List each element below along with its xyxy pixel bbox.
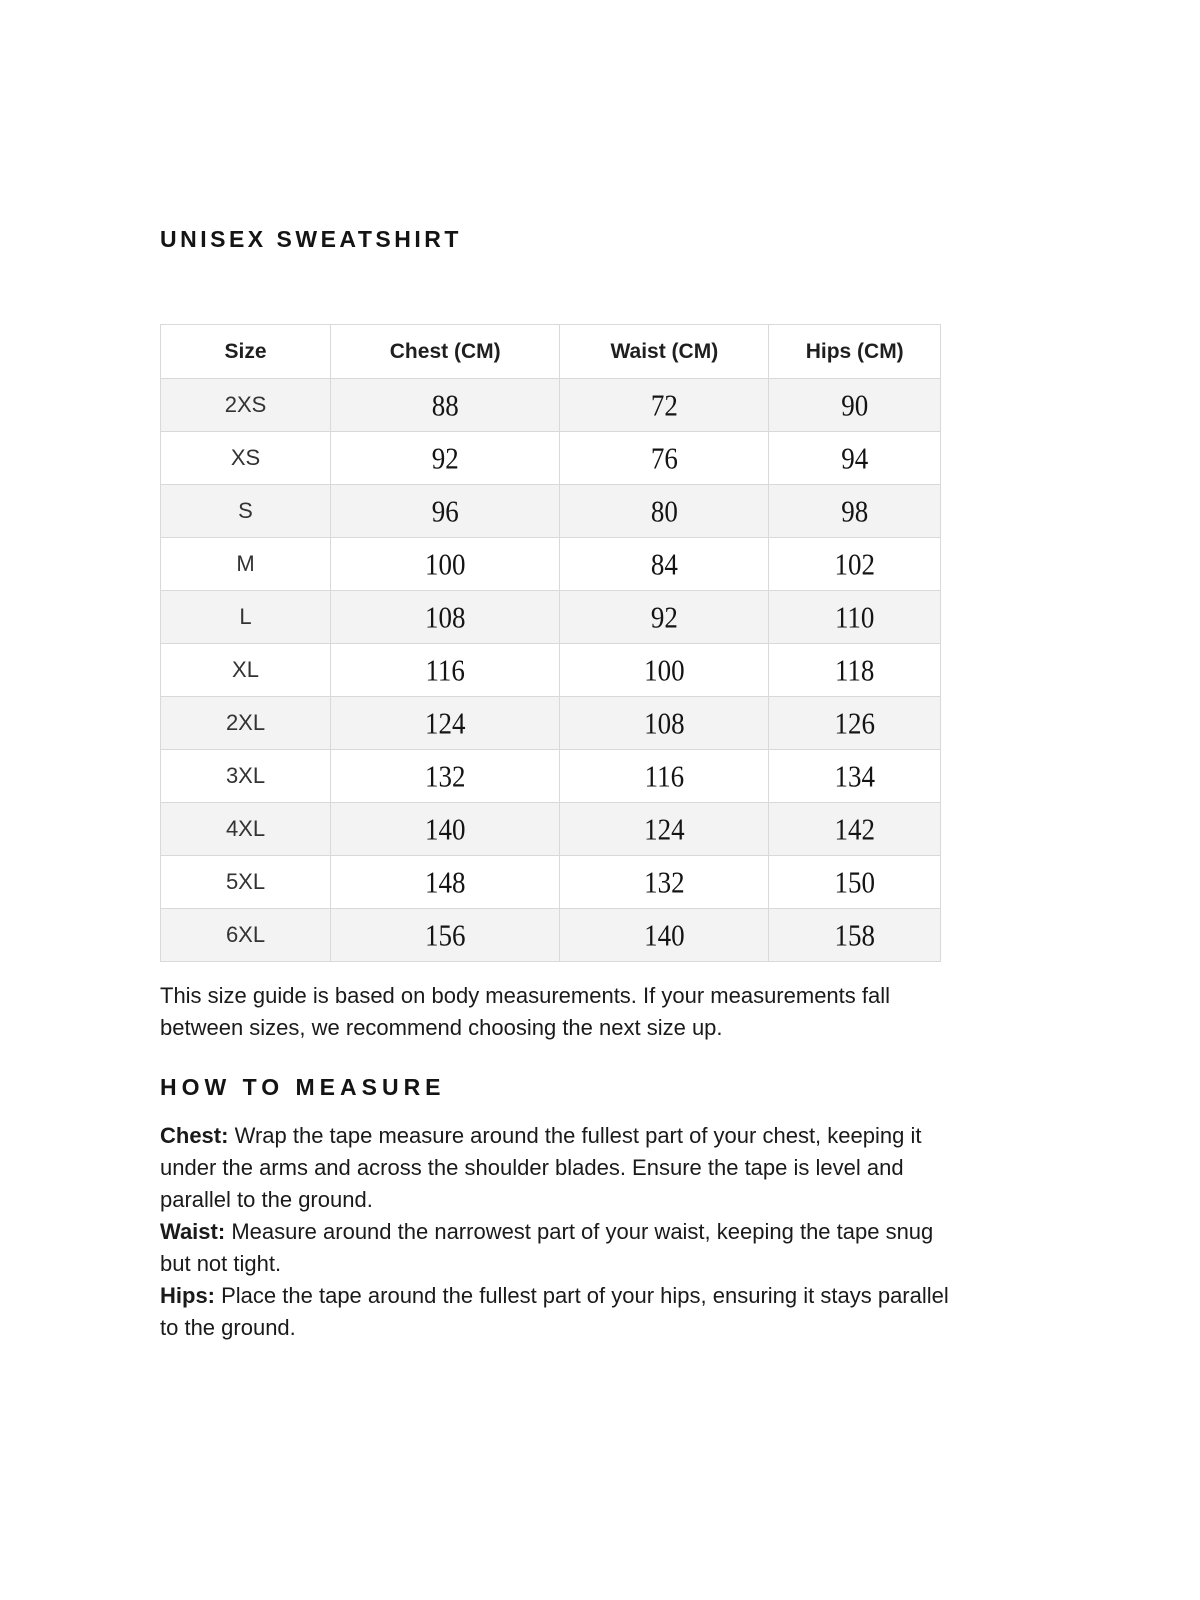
chest-value: 88 bbox=[431, 387, 459, 422]
size-value: 4XL bbox=[225, 816, 266, 841]
waist-cell bbox=[560, 803, 769, 856]
chest-value: 124 bbox=[424, 705, 466, 740]
size-value: S bbox=[238, 498, 253, 523]
chest-cell bbox=[331, 803, 560, 856]
measure-label-hips: Hips: bbox=[160, 1283, 215, 1308]
measure-line: to the ground. bbox=[160, 1315, 296, 1340]
measure-text: Place the tape around the fullest part of your hips, ensuring it stays parallel bbox=[221, 1283, 949, 1308]
chest-cell bbox=[331, 591, 560, 644]
waist-cell bbox=[560, 432, 769, 485]
size-cell bbox=[161, 538, 331, 591]
size-guide-content bbox=[160, 226, 1080, 1344]
size-note-line: between sizes, we recommend choosing the next size up. bbox=[160, 1015, 723, 1040]
chest-cell bbox=[331, 644, 560, 697]
measure-label-chest: Chest: bbox=[160, 1123, 229, 1148]
chest-value: 108 bbox=[424, 599, 466, 634]
measure-line: under the arms and across the shoulder blades. Ensure the tape is level and bbox=[160, 1155, 904, 1180]
hips-cell bbox=[769, 538, 941, 591]
hips-value: 134 bbox=[834, 758, 875, 793]
size-value: 3XL bbox=[225, 763, 266, 788]
waist-value: 76 bbox=[650, 440, 678, 475]
chest-cell bbox=[331, 485, 560, 538]
size-value: L bbox=[239, 604, 252, 629]
waist-cell bbox=[560, 644, 769, 697]
size-note-line: This size guide is based on body measurements. If your measurements fall bbox=[160, 983, 891, 1008]
chest-cell bbox=[331, 432, 560, 485]
size-table bbox=[160, 324, 941, 962]
waist-value: 84 bbox=[650, 546, 678, 581]
size-cell bbox=[161, 697, 331, 750]
hips-cell bbox=[769, 697, 941, 750]
chest-value: 140 bbox=[424, 811, 466, 846]
table-row bbox=[161, 591, 941, 644]
hips-cell bbox=[769, 909, 941, 962]
hips-value: 94 bbox=[841, 440, 869, 475]
chest-cell bbox=[331, 379, 560, 432]
waist-cell bbox=[560, 856, 769, 909]
chest-cell bbox=[331, 697, 560, 750]
header-cell-size: Size bbox=[161, 325, 331, 379]
waist-cell bbox=[560, 538, 769, 591]
chest-value: 116 bbox=[425, 652, 465, 687]
hips-value: 118 bbox=[834, 652, 875, 687]
waist-cell bbox=[560, 485, 769, 538]
hips-value: 158 bbox=[834, 917, 875, 952]
size-cell bbox=[161, 379, 331, 432]
waist-value: 92 bbox=[650, 599, 678, 634]
waist-value: 116 bbox=[644, 758, 685, 793]
table-row bbox=[161, 379, 941, 432]
table-row bbox=[161, 538, 941, 591]
waist-value: 140 bbox=[644, 917, 685, 952]
hips-cell bbox=[769, 591, 941, 644]
table-row bbox=[161, 750, 941, 803]
waist-value: 80 bbox=[650, 493, 678, 528]
waist-value: 132 bbox=[644, 864, 685, 899]
measure-text: Measure around the narrowest part of your waist, keeping the tape snug bbox=[231, 1219, 934, 1244]
size-cell bbox=[161, 591, 331, 644]
chest-value: 96 bbox=[431, 493, 459, 528]
chest-value: 100 bbox=[424, 546, 466, 581]
hips-cell bbox=[769, 432, 941, 485]
hips-cell bbox=[769, 803, 941, 856]
chest-value: 132 bbox=[424, 758, 466, 793]
hips-cell bbox=[769, 485, 941, 538]
chest-cell bbox=[331, 856, 560, 909]
waist-cell bbox=[560, 909, 769, 962]
waist-value: 108 bbox=[644, 705, 685, 740]
measure-item-hips bbox=[160, 1280, 1080, 1344]
chest-value: 156 bbox=[424, 917, 466, 952]
how-to-measure-heading: HOW TO MEASURE bbox=[160, 1074, 446, 1100]
waist-value: 72 bbox=[650, 387, 678, 422]
waist-value: 100 bbox=[644, 652, 685, 687]
size-value: XS bbox=[230, 445, 261, 470]
measure-line bbox=[160, 1280, 1080, 1312]
chest-cell bbox=[331, 909, 560, 962]
size-value: 2XL bbox=[225, 710, 266, 735]
table-row bbox=[161, 697, 941, 750]
table-row bbox=[161, 856, 941, 909]
table-row bbox=[161, 644, 941, 697]
hips-value: 90 bbox=[841, 387, 869, 422]
table-row bbox=[161, 485, 941, 538]
size-note bbox=[160, 980, 1080, 1044]
chest-value: 92 bbox=[431, 440, 459, 475]
size-cell bbox=[161, 856, 331, 909]
table-header-row bbox=[161, 325, 941, 379]
measure-instructions bbox=[160, 1120, 1080, 1344]
chest-cell bbox=[331, 538, 560, 591]
waist-cell bbox=[560, 591, 769, 644]
measure-line: parallel to the ground. bbox=[160, 1187, 373, 1212]
header-cell-waist: Waist (CM) bbox=[560, 325, 769, 379]
size-cell bbox=[161, 803, 331, 856]
measure-line bbox=[160, 1216, 1080, 1248]
size-value: XL bbox=[232, 657, 259, 682]
waist-cell bbox=[560, 697, 769, 750]
size-cell bbox=[161, 750, 331, 803]
size-value: M bbox=[236, 551, 255, 576]
waist-cell bbox=[560, 750, 769, 803]
hips-cell bbox=[769, 750, 941, 803]
measure-label-waist: Waist: bbox=[160, 1219, 226, 1244]
hips-cell bbox=[769, 644, 941, 697]
size-value: 6XL bbox=[225, 922, 266, 947]
size-value: 5XL bbox=[225, 869, 266, 894]
measure-line: but not tight. bbox=[160, 1251, 282, 1276]
size-cell bbox=[161, 909, 331, 962]
size-cell bbox=[161, 432, 331, 485]
measure-item-chest bbox=[160, 1120, 1080, 1216]
hips-value: 126 bbox=[834, 705, 875, 740]
hips-cell bbox=[769, 856, 941, 909]
hips-value: 110 bbox=[834, 599, 875, 634]
measure-text: Wrap the tape measure around the fullest part of your chest, keeping it bbox=[234, 1123, 922, 1148]
table-row bbox=[161, 432, 941, 485]
measure-line bbox=[160, 1120, 1080, 1152]
size-value: 2XS bbox=[224, 392, 267, 417]
page-title: UNISEX SWEATSHIRT bbox=[160, 226, 462, 252]
waist-value: 124 bbox=[644, 811, 685, 846]
table-row bbox=[161, 803, 941, 856]
waist-cell bbox=[560, 379, 769, 432]
header-cell-chest: Chest (CM) bbox=[331, 325, 560, 379]
hips-value: 142 bbox=[834, 811, 875, 846]
hips-value: 150 bbox=[834, 864, 875, 899]
hips-value: 102 bbox=[834, 546, 875, 581]
chest-cell bbox=[331, 750, 560, 803]
table-row bbox=[161, 909, 941, 962]
chest-value: 148 bbox=[424, 864, 466, 899]
hips-cell bbox=[769, 379, 941, 432]
header-cell-hips: Hips (CM) bbox=[769, 325, 941, 379]
size-cell bbox=[161, 644, 331, 697]
measure-item-waist bbox=[160, 1216, 1080, 1280]
hips-value: 98 bbox=[841, 493, 869, 528]
size-cell bbox=[161, 485, 331, 538]
